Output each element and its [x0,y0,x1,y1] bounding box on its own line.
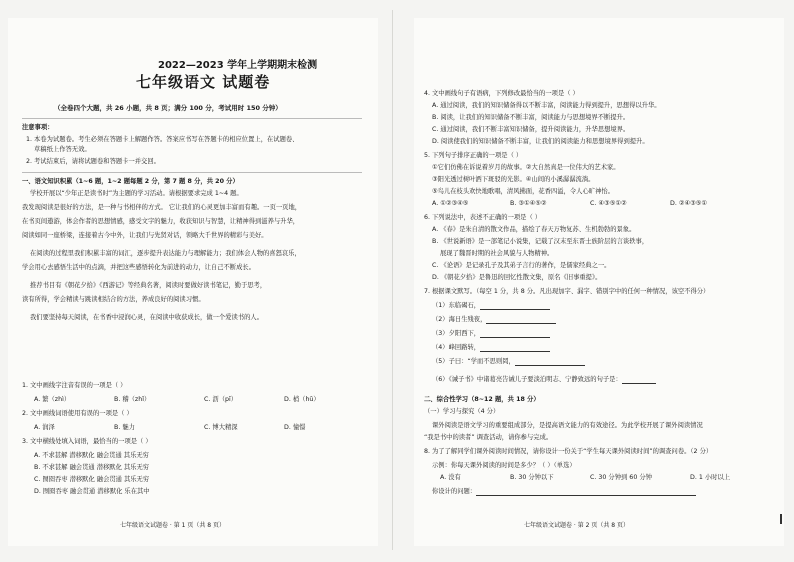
exam-title: 2022—2023 学年上学期期末检测 [158,60,318,71]
exam-info: （全卷四个大题，共 26 小题，共 8 页；满分 100 分，考试用时 150 分钟） [54,104,282,112]
question-7: 7. 根据课文默写。（每空 1 分，共 8 分。凡出现加字、漏字、错别字中的任何一种情况，该空不得分） [424,288,710,295]
q7-blank-line: （2）海日生残夜， [432,316,556,324]
q6-item: C. 《论语》是记录孔子及其弟子言行的著作，是儒家经典之一。 [432,262,611,269]
q7-blank-line: （5）子曰：“学而不思则罔， [432,358,585,366]
note-line: 草稿纸上作答无效。 [34,146,91,153]
page-footer: 七年级语文试题卷 · 第 1 页（共 8 页） [120,522,225,529]
q1-option: B. 稽（zhǐ） [114,396,151,403]
q1-option: C. 沥（pī） [204,396,238,403]
question-4: 4. 文中画线句子有语病，下列修改最恰当的一项是（ ） [424,90,579,97]
q5-option: D. ②④③⑤① [670,200,708,207]
q7-blank-line: （4）峰回路转， [432,344,550,352]
q5-item: ③阳光透过树叶洒下斑驳的光影。④山间的小溪潺潺流淌。 [432,176,595,183]
section-heading: 一、语文知识积累（1~6 题，1~2 题每题 2 分，第 7 题 8 分，共 20 分） [22,178,239,185]
section-heading: 二、综合性学习（8~12 题，共 18 分） [424,396,540,403]
q3-option: B. 不求甚解 融会贯通 潜移默化 其乐无穷 [34,464,150,471]
note-line: 2. 考试结束后，请将试题卷和答题卡一并交回。 [26,158,160,165]
q3-option: C. 囫囵吞枣 潜移默化 融会贯通 其乐无穷 [34,476,150,483]
passage-line: 阅读如同一座桥梁，连接着古今中外，让我们与先贤对话，领略大千世界的精彩与美好。 [22,232,268,239]
q4-option: D. 阅读使我们的知识储备不断丰富，让我们的阅读能力和思想境界得到提升。 [432,138,649,145]
divider [22,172,362,173]
left-page [8,18,378,546]
passage-line: 学会用心去感悟生活中的点滴，并把这些感悟转化为前进的动力，让自己不断成长。 [22,264,255,271]
passage-line: 在阅读的过程里我们积累丰富的词汇，逐步提升表达能力与理解能力；我们体会人物的喜怒哀乐， [30,250,301,257]
notes-heading: 注意事项： [22,124,54,131]
page-footer: 七年级语文试题卷 · 第 2 页（共 8 页） [524,522,629,529]
scan-edge-mark [780,514,782,524]
passage-line: 我们要坚持每天阅读，在书香中浸润心灵，在阅读中收获成长，做一个爱读书的人。 [30,314,263,321]
q5-option: B. ③①④⑤② [510,200,547,207]
q2-option: A. 润泽 [34,424,55,431]
divider [22,118,362,119]
q4-option: A. 通过阅读，我们的知识储备得以不断丰富，阅读能力得到提升，思想得以升华。 [432,102,661,109]
q3-option: A. 不求甚解 潜移默化 融会贯通 其乐无穷 [34,452,149,459]
q5-item: ①它们仿佛在诉说着岁月的故事。②大自然真是一位伟大的艺术家。 [432,164,620,171]
q4-option: C. 通过阅读，我们不断丰富知识储备，提升阅读能力，升华思想境界。 [432,126,630,133]
passage-line: 课外阅读是语文学习的重要组成部分，是提高语文能力的有效途径。为此学校开展了课外阅读情况 [432,422,703,429]
passage-line: 在书页间遨游，体会作者的思想情感，感受文字的魅力，收获知识与智慧，让精神得到滋养与升华， [22,218,300,225]
q6-item: 展现了魏晋时期的社会风貌与人物精神。 [440,250,554,257]
q8-option: A. 没有 [440,474,461,481]
passage-line: “我是书中的读者” 调查活动，请你参与完成。 [424,434,553,441]
q8-answer-line: 你设计的问题： [432,488,696,496]
q8-option: C. 30 分钟到 60 分钟 [590,474,652,481]
question-8: 8. 为了了解同学们课外阅读时间情况，请你设计一份关于“学生每天课外阅读时间”的调查问卷。（2 分） [424,448,713,455]
q3-option: D. 囫囵吞枣 融会贯通 潜移默化 乐在其中 [34,488,150,495]
q7-blank-line: （6）《诫子书》中诸葛亮告诫儿子要淡泊明志、宁静致远的句子是： [432,376,656,384]
q7-blank-line: （3）夕阳西下， [432,330,550,338]
question-1: 1. 文中画线字注音有误的一项是（ ） [22,382,127,389]
q8-option: D. 1 小时以上 [690,474,731,481]
q1-option: D. 梢（hū） [284,396,320,403]
question-5: 5. 下列句子排序正确的一项是（ ） [424,152,523,159]
passage-line: 我发现阅读是很好的方法，是一种与书相伴的方式。 它让我们的心灵更加丰富而有趣。一页一页地， [22,204,302,211]
exam-subject-title: 七年级语文 试题卷 [136,73,271,91]
q6-item: A. 《春》是朱自清的散文作品，描绘了春天万物复苏、生机勃勃的景象。 [432,226,636,233]
q2-option: C. 博大精深 [204,424,238,431]
q5-item: ⑤鸟儿在枝头欢快地歌唱，清风拂面，花香四溢，令人心旷神怡。 [432,188,614,195]
right-page [414,18,784,546]
passage-line: 学校开展以“少年正是读书时”为主题的学习活动。请根据要求完成 1~4 题。 [30,190,243,197]
q8-option: B. 30 分钟以下 [510,474,554,481]
q7-blank-line: （1）东临碣石， [432,302,550,310]
q8-example: 示例：你每天课外阅读的时间是多少？（ ）（单选） [432,462,576,469]
passage-line: 读有所得，学会精读与跳读相结合的方法，养成良好的阅读习惯。 [22,296,205,303]
q5-option: C. ④③⑤①② [590,200,627,207]
question-2: 2. 文中画线词语使用有误的一项是（ ） [22,410,133,417]
page-fold [392,10,393,550]
note-line: 1. 本卷为试题卷。考生必须在答题卡上解题作答。答案应书写在答题卡的相应位置上，在试题卷、 [26,136,299,143]
q6-item: B. 《世说新语》是一部笔记小说集，记载了汉末至东晋士族阶层的言谈轶事， [432,238,649,245]
sub-heading: （一）学习与探究（4 分） [424,408,500,415]
q2-option: B. 魅力 [114,424,135,431]
q2-option: D. 憧憬 [284,424,306,431]
q5-option: A. ①②③④⑤ [432,200,469,207]
q6-item: D. 《朝花夕拾》是鲁迅的回忆性散文集，原名《旧事重提》。 [432,274,602,281]
question-3: 3. 文中横线处填入词语，最恰当的一项是（ ） [22,438,152,445]
q4-option: B. 阅读，让我们的知识储备不断丰富，阅读能力与思想境界不断提升。 [432,114,630,121]
q1-option: A. 繁（zhì） [34,396,71,403]
question-6: 6. 下列说法中，表述不正确的一项是（ ） [424,214,542,221]
passage-line: 推荐书目有《朝花夕拾》《西游记》等经典名著，阅读时要做好读书笔记，勤于思考， [30,282,267,289]
